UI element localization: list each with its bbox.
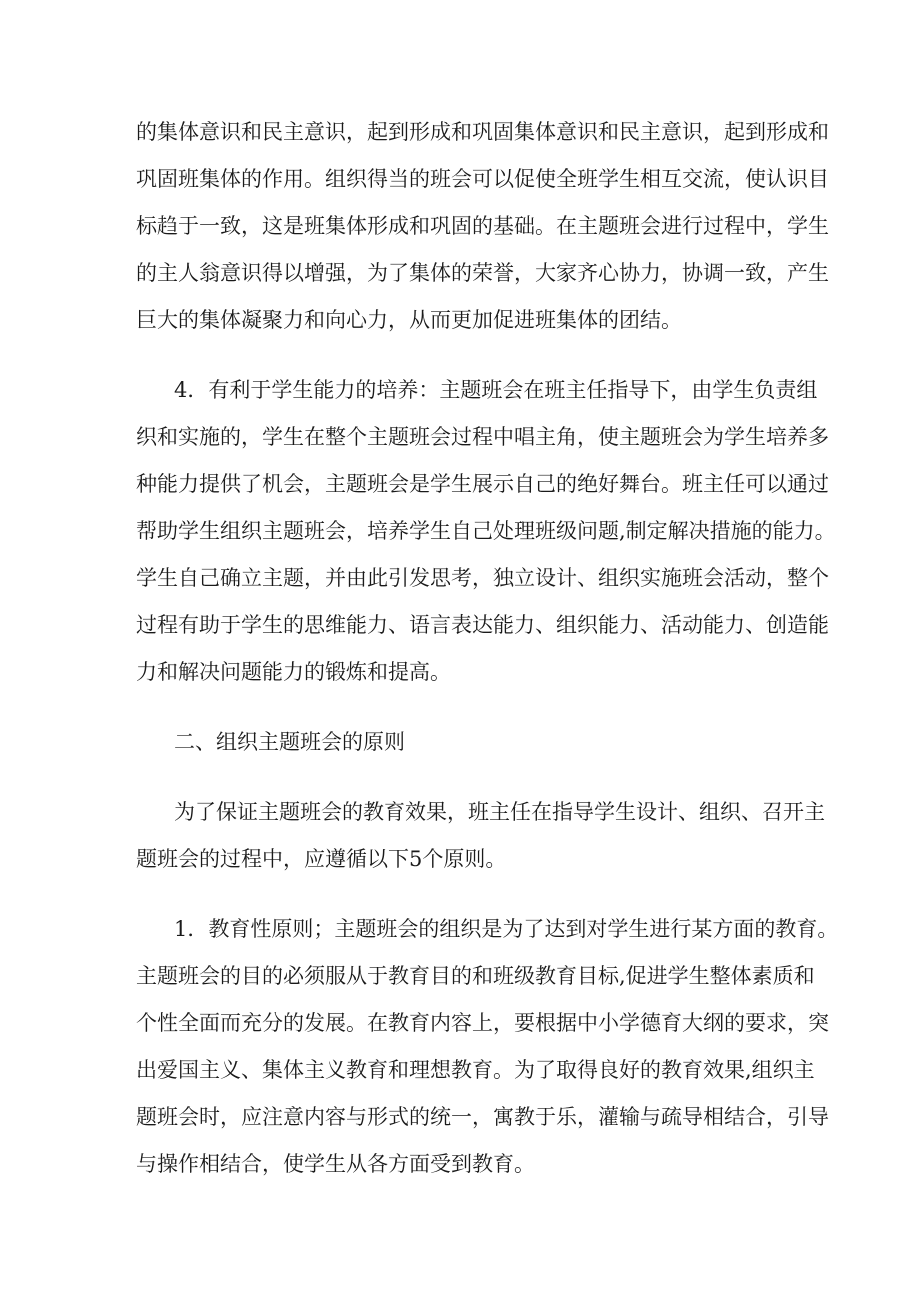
paragraph-1-line-3: 标趋于一致，这是班集体形成和巩固的基础。在主题班会进行过程中，学生 — [136, 214, 829, 238]
paragraph-2-line-4: 帮助学生组织主题班会，培养学生自己处理班级问题,制定解决措施的能力。 — [136, 519, 836, 543]
paragraph-3-line-1: 为了保证主题班会的教育效果，班主任在指导学生设计、组织、召开主 — [174, 800, 825, 824]
paragraph-4-line-3: 个性全面而充分的发展。在教育内容上，要根据中小学德育大纲的要求，突 — [136, 1011, 829, 1035]
paragraph-2-line-3: 种能力提供了机会，主题班会是学生展示自己的绝好舞台。班主任可以通过 — [136, 472, 829, 496]
paragraph-2-line-5: 学生自己确立主题，并由此引发思考，独立设计、组织实施班会活动，整个 — [136, 566, 829, 590]
paragraph-4-line-1: 1．教育性原则；主题班会的组织是为了达到对学生进行某方面的教育。 — [174, 917, 839, 941]
paragraph-1-line-1: 的集体意识和民主意识，起到形成和巩固集体意识和民主意识，起到形成和 — [136, 120, 829, 144]
paragraph-1-line-5: 巨大的集体凝聚力和向心力，从而更加促进班集体的团结。 — [136, 308, 682, 332]
paragraph-4-line-5: 题班会时，应注意内容与形式的统一，寓教于乐，灌输与疏导相结合，引导 — [136, 1105, 829, 1129]
paragraph-2-line-2: 织和实施的，学生在整个主题班会过程中唱主角，使主题班会为学生培养多 — [136, 425, 829, 449]
paragraph-2-line-1: 4．有利于学生能力的培养：主题班会在班主任指导下，由学生负责组 — [174, 378, 818, 402]
paragraph-4-line-6: 与操作相结合，使学生从各方面受到教育。 — [136, 1152, 535, 1176]
paragraph-4-line-2: 主题班会的目的必须服从于教育目的和班级教育目标,促进学生整体素质和 — [136, 964, 815, 988]
paragraph-3-line-2: 题班会的过程中，应遵循以下5个原则。 — [136, 847, 507, 871]
paragraph-1-line-4: 的主人翁意识得以增强，为了集体的荣誉，大家齐心协力，协调一致，产生 — [136, 261, 829, 285]
paragraph-2-line-7: 力和解决问题能力的锻炼和提高。 — [136, 660, 451, 684]
section-heading: 二、组织主题班会的原则 — [174, 730, 405, 754]
paragraph-2-line-6: 过程有助于学生的思维能力、语言表达能力、组织能力、活动能力、创造能 — [136, 613, 829, 637]
paragraph-4-line-4: 出爱国主义、集体主义教育和理想教育。为了取得良好的教育效果,组织主 — [136, 1058, 815, 1082]
paragraph-1-line-2: 巩固班集体的作用。组织得当的班会可以促使全班学生相互交流，使认识目 — [136, 167, 829, 191]
